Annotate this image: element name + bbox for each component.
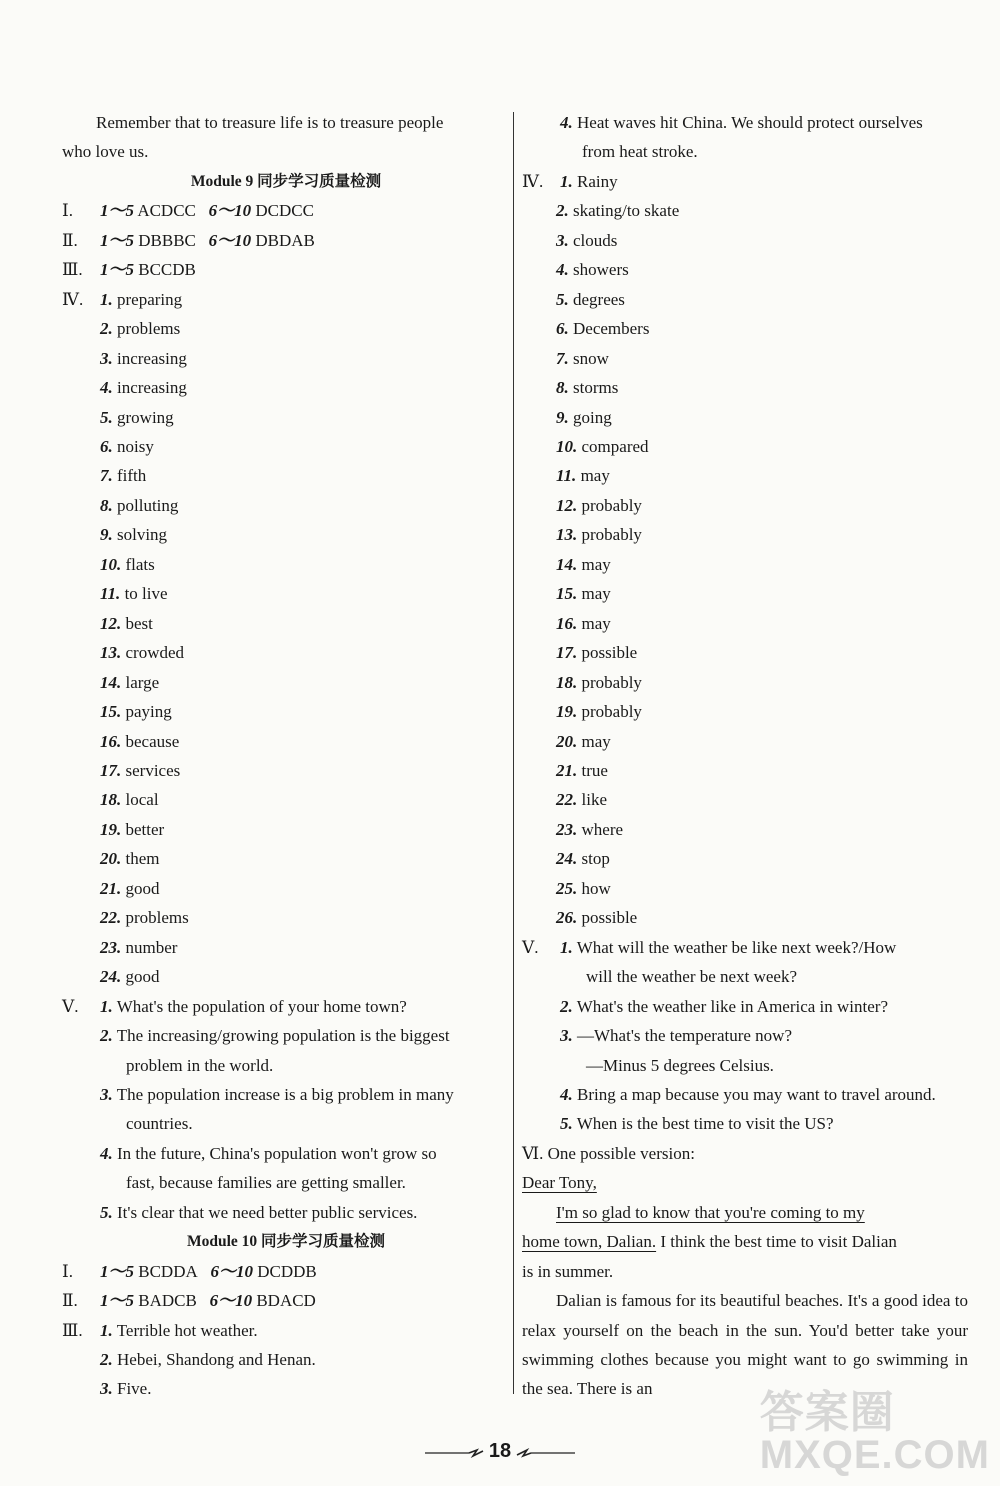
item-number: 13. — [100, 643, 122, 663]
list-item — [522, 255, 968, 284]
item-answer: probably — [581, 495, 642, 515]
list-item — [62, 403, 510, 432]
list-item — [62, 697, 510, 726]
list-item — [522, 373, 968, 402]
item-answer: polluting — [117, 495, 179, 515]
list-item — [62, 933, 510, 962]
list-item — [522, 403, 968, 432]
item-answer: how — [581, 878, 611, 898]
item-number: 5. — [556, 289, 569, 309]
m9-section-2: Ⅱ. 1～5 DBBBC 6～10 DBDAB — [62, 230, 315, 250]
item-answer: storms — [573, 378, 619, 398]
item-answer: good — [125, 878, 160, 898]
list-item — [62, 785, 510, 814]
list-item — [522, 697, 968, 726]
m9-section-5-cont: fast, because families are getting smaller. — [126, 1173, 406, 1193]
m9-section-1: Ⅰ. 1～5 ACDCC 6～10 DCDCC — [62, 201, 314, 221]
left-ornament-icon — [425, 1448, 485, 1458]
list-item — [522, 314, 968, 343]
item-number: 9. — [556, 407, 569, 427]
m9-section-5-item: 5. It's clear that we need better public services. — [100, 1202, 418, 1222]
item-number: 18. — [100, 790, 122, 810]
item-answer: clouds — [573, 230, 618, 250]
m10-section-5-item: 4. Bring a map because you may want to travel around. — [560, 1084, 936, 1104]
left-column — [62, 108, 510, 1404]
m10-section-5-item: 2. What's the weather like in America in winter? — [560, 996, 889, 1016]
m10-section-2: Ⅱ. 1～5 BADCB 6～10 BDACD — [62, 1291, 316, 1311]
list-item — [522, 844, 968, 873]
item-answer: showers — [573, 260, 629, 280]
item-number: 12. — [556, 495, 578, 515]
item-number: 18. — [556, 672, 578, 692]
item-answer: probably — [581, 672, 642, 692]
item-answer: local — [125, 790, 159, 810]
item-answer: them — [125, 849, 160, 869]
item-answer: may — [581, 731, 611, 751]
page-number: 18 — [488, 1440, 512, 1462]
item-answer: solving — [117, 525, 168, 545]
item-number: 20. — [100, 849, 122, 869]
item-answer: because — [125, 731, 180, 751]
item-answer: probably — [581, 702, 642, 722]
m9-section-5-item: 4. In the future, China's population won't grow so — [100, 1143, 437, 1163]
item-number: 11. — [556, 466, 577, 486]
item-number: 4. — [100, 378, 113, 398]
item-number: 20. — [556, 731, 578, 751]
list-item — [522, 609, 968, 638]
item-number: 23. — [556, 819, 578, 839]
list-item — [62, 903, 510, 932]
letter-greeting: Dear Tony, — [522, 1173, 597, 1193]
column-divider — [513, 112, 514, 1394]
item-number: 22. — [100, 908, 122, 928]
item-answer: stop — [581, 849, 610, 869]
m9-section-5-cont: problem in the world. — [126, 1055, 274, 1075]
item-number: 5. — [100, 407, 113, 427]
item-answer: to live — [124, 584, 168, 604]
item-number: 21. — [100, 878, 122, 898]
list-item — [62, 344, 510, 373]
item-answer: possible — [581, 643, 638, 663]
list-item — [522, 668, 968, 697]
item-number: 2. — [100, 319, 113, 339]
item-number: 12. — [100, 613, 122, 633]
item-number: 19. — [556, 702, 578, 722]
item-number: 22. — [556, 790, 578, 810]
module10-heading: Module 10 同步学习质量检测 — [186, 1233, 386, 1251]
item-number: 23. — [100, 937, 122, 957]
list-item — [522, 226, 968, 255]
item-number: 17. — [556, 643, 578, 663]
item-number: 7. — [556, 348, 569, 368]
list-item — [522, 903, 968, 932]
item-answer: crowded — [125, 643, 185, 663]
list-item — [62, 609, 510, 638]
m10-section-5-item: 5. When is the best time to visit the US? — [560, 1114, 834, 1134]
item-answer: Decembers — [573, 319, 650, 339]
item-answer: flats — [125, 554, 155, 574]
item-answer: skating/to skate — [573, 201, 680, 221]
m9-section-5-item: Ⅴ. 1. What's the population of your home town? — [62, 996, 407, 1016]
item-number: 9. — [100, 525, 113, 545]
list-item — [62, 373, 510, 402]
item-number: 19. — [100, 819, 122, 839]
item-number: 24. — [100, 967, 122, 987]
list-item — [62, 844, 510, 873]
list-item — [522, 785, 968, 814]
item-answer: may — [581, 584, 611, 604]
item-answer: true — [581, 760, 608, 780]
m10-section-5-item: 3. —What's the temperature now? — [560, 1026, 793, 1046]
list-item — [522, 520, 968, 549]
item-number: 15. — [556, 584, 578, 604]
item-number: 21. — [556, 760, 578, 780]
list-item — [522, 638, 968, 667]
m10-section-4-list — [522, 196, 968, 932]
item-answer: snow — [573, 348, 609, 368]
m10-section-1: Ⅰ. 1～5 BCDDA 6～10 DCDDB — [62, 1261, 317, 1281]
item-number: 14. — [100, 672, 122, 692]
m9-section-4-list — [62, 314, 510, 991]
list-item — [62, 756, 510, 785]
item-number: 7. — [100, 466, 113, 486]
list-item — [62, 638, 510, 667]
item-number: 2. — [556, 201, 569, 221]
list-item — [522, 196, 968, 225]
m9-section-5-cont: countries. — [126, 1114, 193, 1134]
item-answer: may — [581, 613, 611, 633]
item-number: 25. — [556, 878, 578, 898]
list-item — [62, 668, 510, 697]
list-item — [522, 727, 968, 756]
m9-section-4-first: Ⅳ. 1. preparing — [62, 289, 183, 309]
item-number: 16. — [556, 613, 578, 633]
right-ornament-icon — [515, 1448, 575, 1458]
item-number: 6. — [100, 436, 113, 456]
item-answer: going — [573, 407, 612, 427]
list-item — [62, 432, 510, 461]
item-number: 24. — [556, 849, 578, 869]
list-item — [62, 579, 510, 608]
list-item — [62, 461, 510, 490]
list-item — [62, 550, 510, 579]
item-number: 26. — [556, 908, 578, 928]
item-number: 6. — [556, 319, 569, 339]
item-number: 8. — [100, 495, 113, 515]
item-number: 3. — [556, 230, 569, 250]
item-answer: large — [125, 672, 160, 692]
watermark: 答案圈 MXQE.COM — [759, 1388, 990, 1477]
item-answer: noisy — [117, 436, 154, 456]
item-answer: increasing — [117, 348, 187, 368]
list-item — [522, 285, 968, 314]
item-answer: problems — [117, 319, 181, 339]
m10-section-3-item: Ⅲ. 1. Terrible hot weather. — [62, 1320, 258, 1340]
item-answer: degrees — [573, 289, 625, 309]
list-item — [62, 491, 510, 520]
item-number: 17. — [100, 760, 122, 780]
item-answer: like — [581, 790, 607, 810]
item-answer: probably — [581, 525, 642, 545]
m9-section-3: Ⅲ. 1～5 BCCDB — [62, 260, 196, 280]
intro-line: who love us. — [62, 142, 149, 162]
list-item — [522, 461, 968, 490]
list-item — [522, 579, 968, 608]
m10-section-5-cont: —Minus 5 degrees Celsius. — [586, 1055, 774, 1075]
right-column — [522, 108, 968, 1404]
item-number: 14. — [556, 554, 578, 574]
list-item — [522, 550, 968, 579]
module9-heading: Module 9 同步学习质量检测 — [190, 172, 382, 190]
letter-line: I'm so glad to know that you're coming to my — [556, 1202, 865, 1222]
item-number: 8. — [556, 378, 569, 398]
intro-line: Remember that to treasure life is to treasure people — [96, 113, 444, 132]
m10-section-4-first: Ⅳ. 1. Rainy — [522, 171, 618, 191]
m10-section-5-item: Ⅴ. 1. What will the weather be like next week?/How — [522, 937, 897, 957]
m10-section-3-item: 4. Heat waves hit China. We should protect ourselves — [560, 113, 923, 132]
letter-paragraph: Dalian is famous for its beautiful beaches. It's a good idea to relax yourself on the beach in the sun. You'd better take your swimming clothes because you might want to go swimming in the sea. There is an — [522, 1291, 968, 1399]
m10-section-3-item: 3. Five. — [100, 1379, 152, 1399]
item-number: 3. — [100, 348, 113, 368]
item-answer: services — [125, 760, 181, 780]
item-answer: best — [125, 613, 153, 633]
m9-section-5-item: 3. The population increase is a big problem in many — [100, 1084, 454, 1104]
list-item — [522, 491, 968, 520]
item-answer: increasing — [117, 378, 187, 398]
item-answer: growing — [117, 407, 174, 427]
item-answer: good — [125, 967, 160, 987]
list-item — [62, 727, 510, 756]
list-item — [62, 815, 510, 844]
m10-section-6-intro: Ⅵ. One possible version: — [522, 1143, 695, 1163]
list-item — [522, 874, 968, 903]
letter-line: is in summer. — [522, 1261, 614, 1281]
list-item — [522, 756, 968, 785]
list-item — [62, 520, 510, 549]
item-answer: may — [580, 466, 610, 486]
item-answer: paying — [125, 702, 172, 722]
item-answer: better — [125, 819, 165, 839]
item-number: 16. — [100, 731, 122, 751]
item-answer: number — [125, 937, 178, 957]
item-answer: compared — [581, 436, 649, 456]
list-item — [62, 962, 510, 991]
item-number: 13. — [556, 525, 578, 545]
item-answer: fifth — [117, 466, 147, 486]
letter-line: home town, Dalian. I think the best time to visit Dalian — [522, 1232, 897, 1252]
item-number: 15. — [100, 702, 122, 722]
list-item — [62, 874, 510, 903]
list-item — [62, 314, 510, 343]
item-number: 4. — [556, 260, 569, 280]
m10-section-3-item: 2. Hebei, Shandong and Henan. — [100, 1350, 316, 1370]
list-item — [522, 344, 968, 373]
list-item — [522, 432, 968, 461]
item-number: 11. — [100, 584, 121, 604]
m10-section-5-cont: will the weather be next week? — [586, 967, 797, 987]
list-item — [522, 815, 968, 844]
m10-section-3-cont: from heat stroke. — [582, 142, 698, 162]
item-number: 10. — [100, 554, 122, 574]
item-number: 10. — [556, 436, 578, 456]
item-answer: possible — [581, 908, 638, 928]
item-answer: problems — [125, 908, 189, 928]
m9-section-5-item: 2. The increasing/growing population is the biggest — [100, 1026, 450, 1046]
item-answer: where — [581, 819, 624, 839]
item-answer: may — [581, 554, 611, 574]
